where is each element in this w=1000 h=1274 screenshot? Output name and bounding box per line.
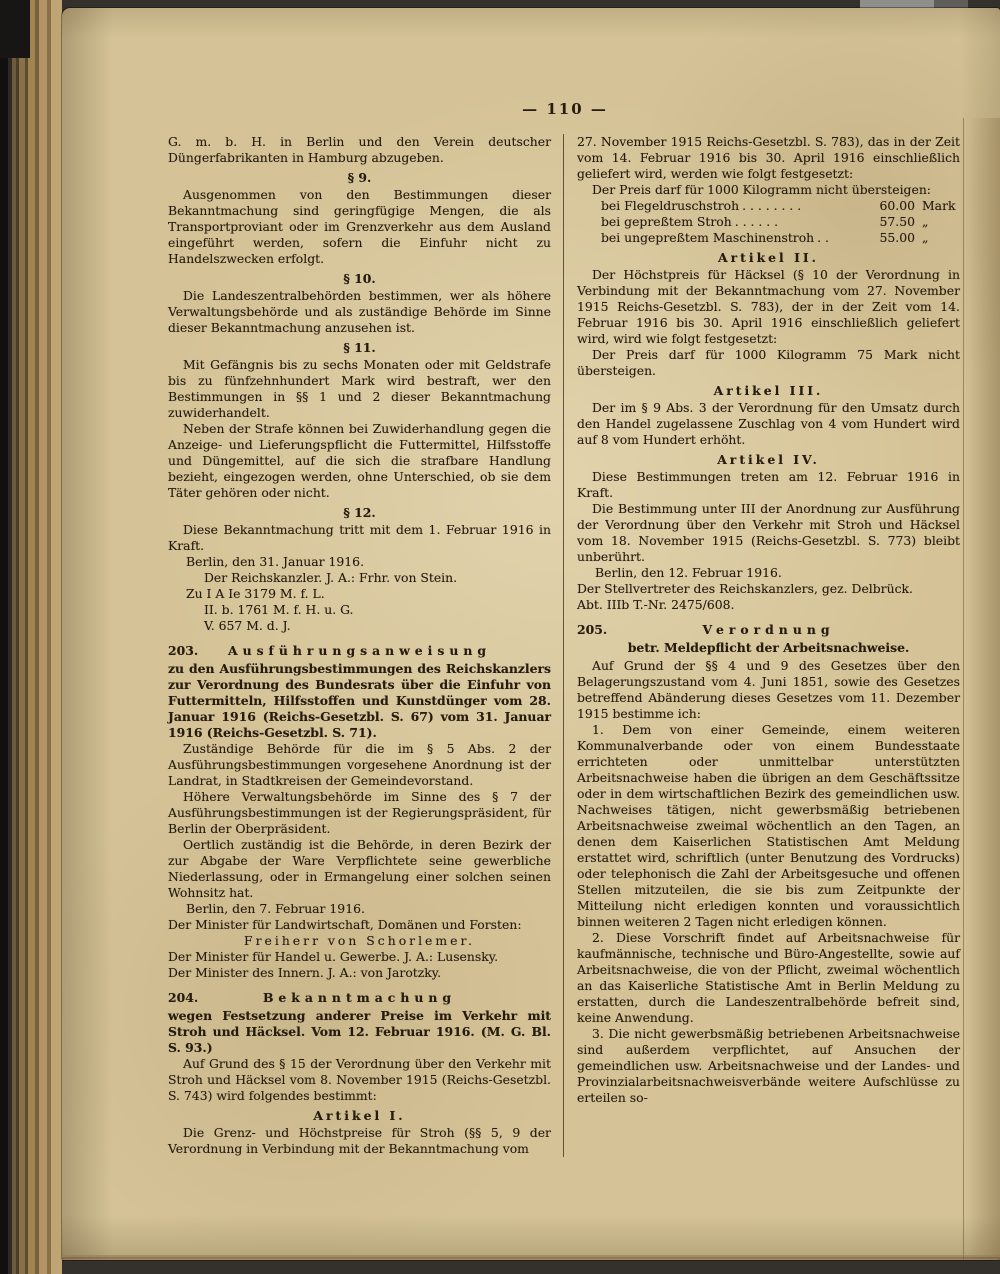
section-heading: § 12. <box>343 505 376 520</box>
book-spine-corner <box>0 0 30 58</box>
item-number: 204. <box>168 990 199 1005</box>
section-heading: § 10. <box>343 271 376 286</box>
paragraph: Zuständige Behörde für die im § 5 Abs. 2 der Ausführungsbestimmungen vorgesehene Anordnung ist der Landrat, in Stadtkreisen der Gemeindevorstand. <box>168 741 551 788</box>
signatory-name: Freiherr von Schorlemer. <box>244 933 475 948</box>
paragraph: Diese Bestimmungen treten am 12. Februar 1916 in Kraft. <box>577 469 960 500</box>
price-line <box>577 198 960 214</box>
item-number: 205. <box>577 622 608 637</box>
paragraph: Der Stellvertreter des Reichskanzlers, gez. Delbrück. <box>577 581 913 596</box>
section-subtitle: betr. Meldepflicht der Arbeitsnachweise. <box>627 640 910 655</box>
reference-line: II. b. 1761 M. f. H. u. G. <box>204 602 354 617</box>
lead-paragraph: wegen Festsetzung anderer Preise im Verkehr mit Stroh und Häcksel. Vom 12. Februar 1916. (M. G. Bl. S. 93.) <box>168 1008 551 1055</box>
paragraph: Der Minister des Innern. J. A.: von Jarotzky. <box>168 965 442 980</box>
section-heading: Artikel II. <box>718 250 819 265</box>
reference-line: Zu I A Ie 3179 M. f. L. <box>186 586 325 601</box>
signature-line: Der Reichskanzler. J. A.: Frhr. von Stein. <box>204 570 458 585</box>
section-heading: § 9. <box>347 170 372 185</box>
section-heading: Artikel III. <box>713 383 824 398</box>
paragraph: Die Bestimmung unter III der Anordnung zur Ausführung der Verordnung über den Verkehr mit Stroh und Häcksel vom 18. November 1915 (Reichs-Gesetzbl. S. 773) bleibt unberührt. <box>577 501 960 564</box>
paragraph: G. m. b. H. in Berlin und den Verein deutscher Düngerfabrikanten in Hamburg abzugeben. <box>168 134 551 165</box>
paragraph: Diese Bekanntmachung tritt mit dem 1. Februar 1916 in Kraft. <box>168 522 551 553</box>
paragraph: Die Grenz- und Höchstpreise für Stroh (§§ 5, 9 der Verordnung in Verbindung mit der Bekanntmachung vom <box>168 1125 551 1156</box>
paragraph: Der Preis darf für 1000 Kilogramm 75 Mark nicht übersteigen. <box>577 347 960 378</box>
price-unit: Mark <box>922 198 956 213</box>
paragraph: 27. November 1915 Reichs-Gesetzbl. S. 783), das in der Zeit vom 14. Februar 1916 bis 30. April 1916 einschließlich geliefert wird, werden wie folgt festgesetzt: <box>577 134 960 181</box>
price-unit: „ <box>922 230 929 245</box>
paragraph: 3. Die nicht gewerbsmäßig betriebenen Arbeitsnachweise sind außerdem verpflichtet, auf Ansuchen der gemeindlichen usw. Arbeitsnachweise und der Landes- und Provinzialarbeitsnachweisverbände weitere Aufschlüsse zu erteilen so- <box>577 1026 960 1105</box>
paragraph: Der Minister für Handel u. Gewerbe. J. A.: Lusensky. <box>168 949 499 964</box>
price-label: bei ungepreßtem Maschinenstroh <box>601 230 815 245</box>
paragraph: Der Preis darf für 1000 Kilogramm nicht übersteigen: <box>592 182 931 197</box>
section-heading: § 11. <box>343 340 376 355</box>
numbered-heading <box>168 990 551 1006</box>
dot-leader: . . . . . . <box>734 214 779 229</box>
paragraph: Abt. IIIb T.-Nr. 2475/608. <box>577 597 735 612</box>
paragraph: Ausgenommen von den Bestimmungen dieser Bekanntmachung sind geringfügige Mengen, die als Transportproviant oder im Grenzverkehr aus dem Ausland eingeführt werden, sofern die Einfuhr nicht zu Handelszwecken erfolgt. <box>168 187 551 266</box>
paragraph: Der Minister für Landwirtschaft, Domänen und Forsten: <box>168 917 522 932</box>
signature-line: Berlin, den 7. Februar 1916. <box>186 901 365 916</box>
price-value: 55.00 <box>879 230 915 245</box>
scan-artifact <box>934 0 968 8</box>
paragraph: Oertlich zuständig ist die Behörde, in deren Bezirk der zur Abgabe der Ware Verpflichtete seine gewerbliche Niederlassung, oder in Ermangelung einer solchen seinen Wohnsitz hat. <box>168 837 551 900</box>
page-content <box>168 134 962 1157</box>
item-title: Ausführungsanweisung <box>227 643 492 658</box>
paragraph: Höhere Verwaltungsbehörde im Sinne des § 7 der Ausführungsbestimmungen ist der Regierungspräsident, für Berlin der Oberpräsident. <box>168 789 551 836</box>
page-fore-edge <box>963 118 1000 1260</box>
signature-line: Berlin, den 12. Februar 1916. <box>595 565 782 580</box>
item-title: Bekanntmachung <box>262 990 457 1005</box>
paragraph: Neben der Strafe können bei Zuwiderhandlung gegen die Anzeige- und Lieferungspflicht die Futtermittel, Hilfsstoffe und Düngemittel, auf die sich die strafbare Handlung bezieht, eingezogen werden, ohne Unterschied, ob sie dem Täter gehören oder nicht. <box>168 421 551 500</box>
book-spine <box>0 0 62 1274</box>
paragraph: Auf Grund des § 15 der Verordnung über den Verkehr mit Stroh und Häcksel vom 8. November 1915 (Reichs-Gesetzbl. S. 743) wird folgendes bestimmt: <box>168 1056 551 1103</box>
section-heading: Artikel I. <box>313 1108 406 1123</box>
paragraph: 1. Dem von einer Gemeinde, einem weiteren Kommunalverbande oder von einem Bundesstaate errichteten oder unmittelbar unterstützten Arbeitsnachweise haben die übrigen an dem Geschäftssitze oder in dem wirtschaftlichen Bezirk des gemeindlichen usw. Nachweises tätigen, nicht gewerbsmäßig betriebenen Arbeitsnachweise zweimal wöchentlich an den Tagen, an denen dem Kaiserlichen Statistischen Amt Meldung erstattet wird, schriftlich (unter Benutzung des Vordrucks) oder telephonisch die Zahl der Arbeitsgesuche und offenen Stellen mitzuteilen, die sie bis zum Zeitpunkte der Mitteilung nicht erledigen konnten und voraussichtlich binnen weiteren 2 Tagen nicht erledigen können. <box>577 722 960 929</box>
price-line <box>577 214 960 230</box>
price-label: bei Flegeldruschstroh <box>601 198 740 213</box>
paragraph: Mit Gefängnis bis zu sechs Monaten oder mit Geldstrafe bis zu fünfzehnhundert Mark wird bestraft, wer den Bestimmungen in §§ 1 und 2 dieser Bekanntmachung zuwiderhandelt. <box>168 357 551 420</box>
paragraph: Die Landeszentralbehörden bestimmen, wer als höhere Verwaltungsbehörde und als zuständige Behörde im Sinne dieser Bekanntmachung anzusehen ist. <box>168 288 551 335</box>
paragraph: Auf Grund der §§ 4 und 9 des Gesetzes über den Belagerungszustand vom 4. Juni 1851, sowie des Gesetzes betreffend Abänderung dieses Gesetzes vom 11. Dezember 1915 bestimme ich: <box>577 658 960 721</box>
price-line <box>577 230 960 246</box>
price-value: 60.00 <box>879 198 915 213</box>
page-bottom-edge <box>62 1255 1000 1260</box>
right-column <box>563 134 960 1157</box>
page-number: — 110 — <box>522 100 608 118</box>
price-value: 57.50 <box>879 214 915 229</box>
section-heading: Artikel IV. <box>717 452 820 467</box>
price-unit: „ <box>922 214 929 229</box>
dot-leader: . . . . . . . . <box>742 198 802 213</box>
two-column-layout <box>168 134 962 1157</box>
numbered-heading <box>577 622 960 638</box>
paragraph: 2. Diese Vorschrift findet auf Arbeitsnachweise für kaufmännische, technische und Büro-Angestellte, sowie auf Arbeitsnachweise, die von der Pflicht, zweimal wöchentlich an das Kaiserliche Statistische Amt in Berlin Meldung zu erstatten, durch die Landeszentralbehörde befreit sind, keine Anwendung. <box>577 930 960 1025</box>
paragraph: Der Höchstpreis für Häcksel (§ 10 der Verordnung in Verbindung mit der Bekanntmachung vom 27. November 1915 Reichs-Gesetzbl. S. 783), der in der Zeit vom 14. Februar 1916 bis 30. April 1916 einschließlich geliefert wird, wird wie folgt festgesetzt: <box>577 267 960 346</box>
page <box>62 8 1000 1260</box>
signature-line: Berlin, den 31. Januar 1916. <box>186 554 365 569</box>
item-number: 203. <box>168 643 199 658</box>
item-title: Verordnung <box>702 622 835 637</box>
dot-leader: . . <box>817 230 829 245</box>
left-column <box>168 134 551 1157</box>
numbered-heading <box>168 643 551 659</box>
paragraph: Der im § 9 Abs. 3 der Verordnung für den Umsatz durch den Handel zugelassene Zuschlag von 4 vom Hundert wird auf 8 vom Hundert erhöht. <box>577 400 960 447</box>
lead-paragraph: zu den Ausführungsbestimmungen des Reichskanzlers zur Verordnung des Bundesrats über die Einfuhr von Futtermitteln, Hilfsstoffen und Kunstdünger vom 28. Januar 1916 (Reichs-Gesetzbl. S. 67) vom 31. Januar 1916 (Reichs-Gesetzbl. S. 71). <box>168 661 551 740</box>
reference-line: V. 657 M. d. J. <box>204 618 291 633</box>
price-label: bei gepreßtem Stroh <box>601 214 732 229</box>
